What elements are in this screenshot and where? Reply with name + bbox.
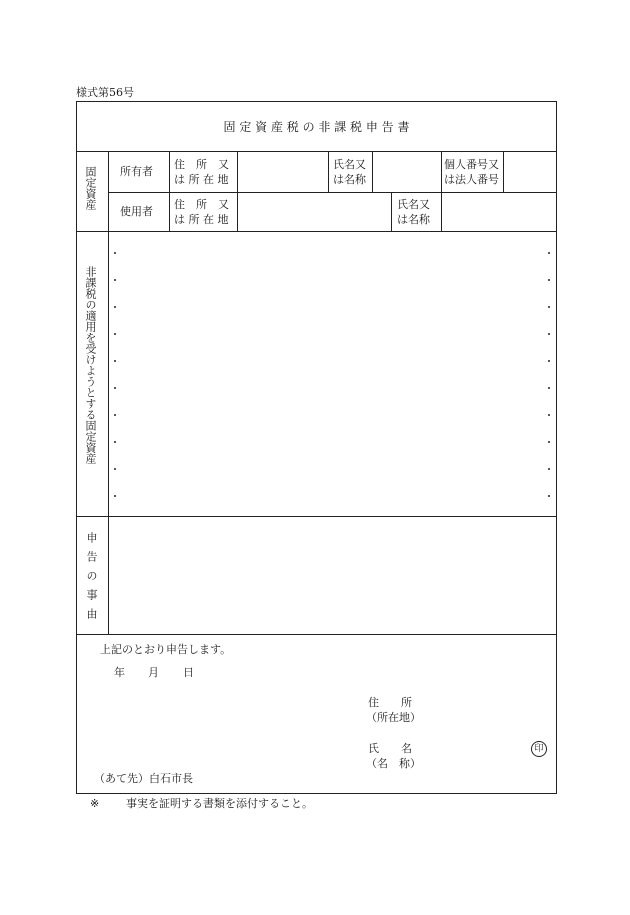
label-asset: 固定資産 bbox=[84, 166, 97, 210]
row-dot bbox=[114, 468, 116, 470]
row-dot bbox=[548, 441, 550, 443]
applicant-name-sub: （名 称） bbox=[366, 757, 421, 770]
applicant-name-field[interactable] bbox=[420, 740, 525, 772]
owner-address-label-1: 住 所 又 bbox=[174, 158, 229, 171]
owner-id-field[interactable] bbox=[504, 152, 556, 192]
property-description-field[interactable] bbox=[109, 232, 556, 516]
row-dot bbox=[114, 441, 116, 443]
user-name-field[interactable] bbox=[442, 193, 556, 231]
user-address-label-1: 住 所 又 bbox=[174, 198, 229, 211]
row-dot bbox=[548, 306, 550, 308]
owner-label: 所有者 bbox=[120, 165, 153, 178]
applicant-address-label: 住 所 bbox=[368, 696, 412, 709]
date-year-label: 年 bbox=[114, 666, 125, 679]
row-dot bbox=[114, 387, 116, 389]
row-dot bbox=[548, 279, 550, 281]
addressee: （あて先）白石市長 bbox=[94, 772, 193, 785]
row-dot bbox=[548, 333, 550, 335]
owner-name-label-1: 氏名又 bbox=[333, 158, 366, 171]
user-name-label-1: 氏名又 bbox=[397, 198, 430, 211]
row-dot bbox=[114, 360, 116, 362]
declaration-statement: 上記のとおり申告します。 bbox=[100, 643, 232, 656]
row-dot bbox=[548, 414, 550, 416]
user-address-label-2: は 所 在 地 bbox=[174, 213, 229, 226]
form-number: 様式第56号 bbox=[76, 86, 134, 99]
note-text: 事実を証明する書類を添付すること。 bbox=[126, 797, 313, 810]
row-dot bbox=[548, 387, 550, 389]
owner-id-label-2: は法人番号 bbox=[444, 173, 499, 186]
frame-bottom bbox=[76, 793, 557, 794]
reason-field[interactable] bbox=[109, 517, 556, 634]
owner-name-field[interactable] bbox=[373, 152, 441, 192]
applicant-address-field[interactable] bbox=[420, 694, 550, 726]
form-title: 固 定 資 産 税 の 非 課 税 申 告 書 bbox=[223, 120, 410, 134]
row-dot bbox=[114, 333, 116, 335]
row-dot bbox=[114, 414, 116, 416]
owner-name-label-2: は名称 bbox=[333, 173, 366, 186]
owner-address-field[interactable] bbox=[238, 152, 328, 192]
row-dot bbox=[548, 495, 550, 497]
frame-right bbox=[556, 101, 557, 794]
row-dot bbox=[548, 252, 550, 254]
frame-top bbox=[76, 101, 557, 102]
div-role-address bbox=[169, 151, 170, 232]
div-owner-name-label bbox=[328, 151, 329, 192]
row-dot bbox=[114, 495, 116, 497]
owner-id-label-1: 個人番号又 bbox=[444, 158, 499, 171]
user-address-field[interactable] bbox=[238, 193, 391, 231]
note-mark: ※ bbox=[90, 797, 100, 810]
user-label: 使用者 bbox=[120, 205, 153, 218]
seal-mark: 印 bbox=[531, 741, 547, 757]
row-dot bbox=[548, 468, 550, 470]
applicant-address-sub: （所在地） bbox=[366, 711, 421, 724]
line-reason-bottom bbox=[76, 634, 557, 635]
div-user-name-label bbox=[391, 192, 392, 232]
row-dot bbox=[114, 306, 116, 308]
label-property: 非課税の適用を受けようとする固定資産 bbox=[84, 266, 97, 464]
date-day-label: 日 bbox=[183, 666, 194, 679]
owner-address-label-2: は 所 在 地 bbox=[174, 173, 229, 186]
frame-left bbox=[76, 101, 77, 794]
user-name-label-2: は名称 bbox=[397, 213, 430, 226]
label-reason: 申告の事由 bbox=[85, 532, 98, 627]
row-dot bbox=[114, 252, 116, 254]
row-dot bbox=[548, 360, 550, 362]
applicant-name-label: 氏 名 bbox=[368, 742, 412, 755]
row-dot bbox=[114, 279, 116, 281]
date-month-label: 月 bbox=[148, 666, 159, 679]
